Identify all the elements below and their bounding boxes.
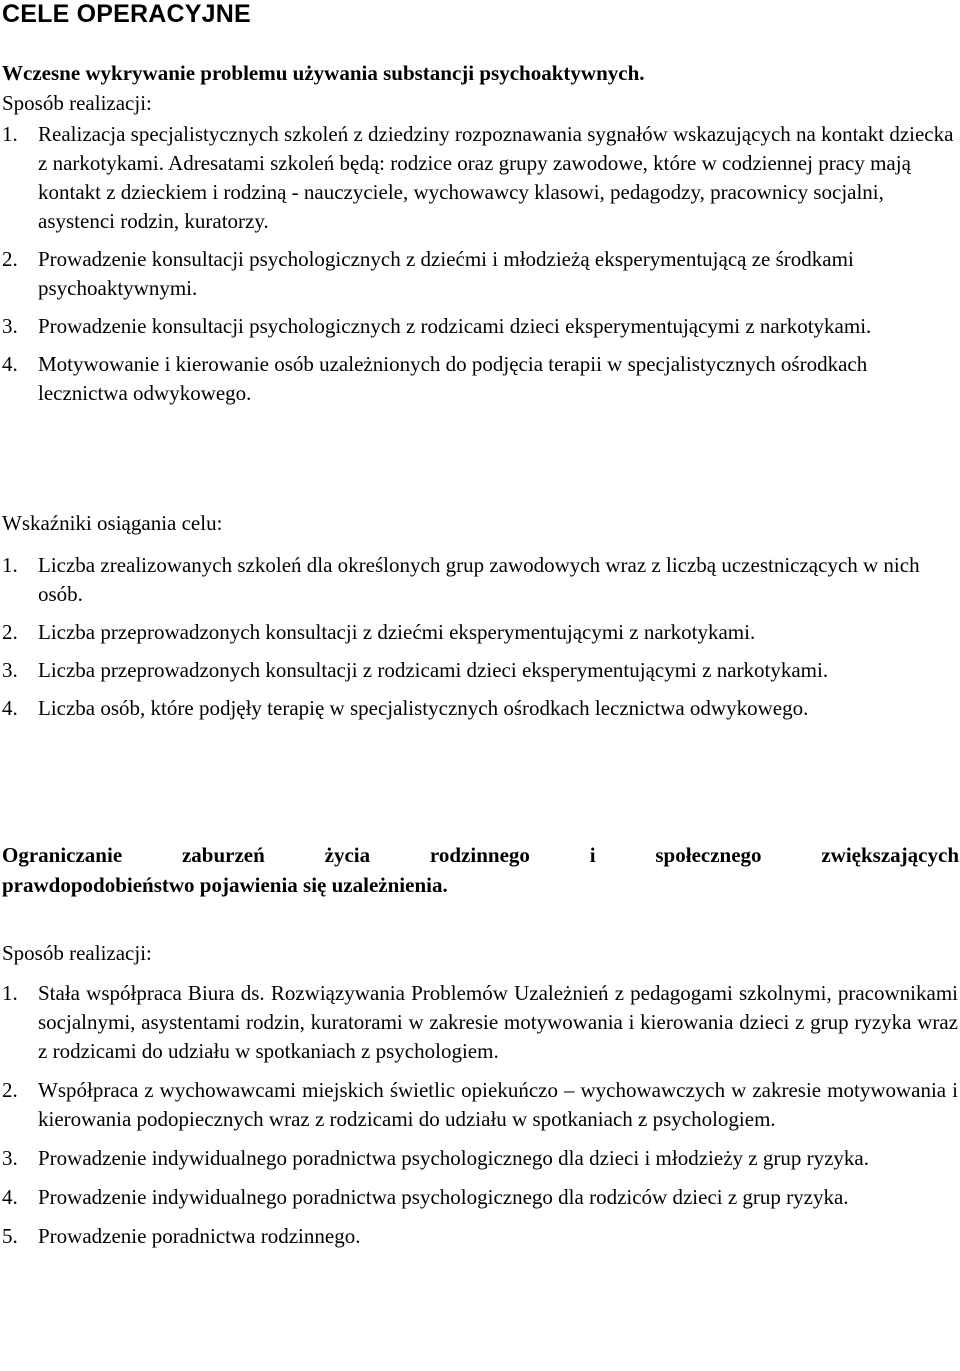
section1-method-list: [0, 120, 960, 408]
list-item-number: 3.: [2, 658, 18, 682]
list-item: [0, 1144, 960, 1173]
list-item-number: 4.: [2, 352, 18, 376]
list-item-number: 1.: [2, 122, 18, 146]
list-item-text: Liczba zrealizowanych szkoleń dla określonych grup zawodowych wraz z liczbą uczestniczących w nich osób.: [38, 553, 920, 606]
list-item-text: Realizacja specjalistycznych szkoleń z dziedziny rozpoznawania sygnałów wskazujących na kontakt dziecka z narkotykami. Adresatami szkoleń będą: rodzice oraz grupy zawodowe, które w codziennej pracy mają kontakt z dzieckiem i rodziną - nauczyciele, wychowawcy klasowi, pedagodzy, pracownicy socjalni, asystenci rodzin, kuratorzy.: [38, 122, 954, 233]
section1-indicators-list: [0, 551, 960, 723]
list-item-number: 2.: [2, 247, 18, 271]
list-item-number: 3.: [2, 314, 18, 338]
section2-heading-line-1: Ograniczanie zaburzeń życia rodzinnego i społecznego zwiększających: [2, 843, 959, 867]
list-item: [0, 979, 960, 1066]
list-item-number: 2.: [2, 1078, 18, 1102]
list-item-text: Prowadzenie indywidualnego poradnictwa psychologicznego dla rodziców dzieci z grup ryzyka.: [38, 1185, 849, 1209]
list-item: [0, 1076, 960, 1134]
list-item-text: Stała współpraca Biura ds. Rozwiązywania Problemów Uzależnień z pedagogami szkolnymi, pracownikami socjalnymi, asystentami rodzin, kuratorami w zakresie motywowania i kierowania dzieci z grup ryzyka wraz z rodzicami do udziału w spotkaniach z psychologiem.: [38, 981, 958, 1063]
list-item: [0, 350, 960, 408]
list-item-text: Prowadzenie konsultacji psychologicznych z dziećmi i młodzieżą eksperymentującą ze środkami psychoaktywnymi.: [38, 247, 854, 300]
section2-heading-line-2: prawdopodobieństwo pojawienia się uzależnienia.: [2, 873, 448, 897]
section1-heading: Wczesne wykrywanie problemu używania substancji psychoaktywnych.: [2, 61, 645, 85]
list-item-text: Liczba osób, które podjęły terapię w specjalistycznych ośrodkach lecznictwa odwykowego.: [38, 696, 809, 720]
list-item-number: 1.: [2, 981, 18, 1005]
list-item: [0, 120, 960, 236]
list-item: [0, 694, 960, 723]
list-item-text: Liczba przeprowadzonych konsultacji z rodzicami dzieci eksperymentującymi z narkotykami.: [38, 658, 829, 682]
section1-method-label: Sposób realizacji:: [2, 91, 152, 115]
list-item: [0, 1183, 960, 1212]
list-item-text: Prowadzenie konsultacji psychologicznych z rodzicami dzieci eksperymentującymi z narkotykami.: [38, 314, 872, 338]
list-item-number: 1.: [2, 553, 18, 577]
section2-method-list: [0, 979, 960, 1251]
list-item-number: 4.: [2, 1185, 18, 1209]
list-item: [0, 245, 960, 303]
list-item-number: 3.: [2, 1146, 18, 1170]
list-item: [0, 551, 960, 609]
list-item-text: Liczba przeprowadzonych konsultacji z dziećmi eksperymentującymi z narkotykami.: [38, 620, 756, 644]
list-item-text: Prowadzenie poradnictwa rodzinnego.: [38, 1224, 361, 1248]
list-item: [0, 312, 960, 341]
section2-method-label: Sposób realizacji:: [2, 941, 152, 965]
list-item-number: 4.: [2, 696, 18, 720]
section2-heading: [2, 840, 959, 900]
list-item-number: 5.: [2, 1224, 18, 1248]
list-item-text: Prowadzenie indywidualnego poradnictwa psychologicznego dla dzieci i młodzieży z grup ryzyka.: [38, 1146, 869, 1170]
list-item-number: 2.: [2, 620, 18, 644]
document-title: CELE OPERACYJNE: [2, 0, 251, 28]
list-item: [0, 618, 960, 647]
list-item: [0, 656, 960, 685]
list-item: [0, 1222, 960, 1251]
list-item-text: Motywowanie i kierowanie osób uzależnionych do podjęcia terapii w specjalistycznych ośrodkach lecznictwa odwykowego.: [38, 352, 868, 405]
list-item-text: Współpraca z wychowawcami miejskich świetlic opiekuńczo – wychowawczych w zakresie motywowania i kierowania podopiecznych wraz z rodzicami do udziału w spotkaniach z psychologiem.: [38, 1078, 958, 1131]
section1-indicators-label: Wskaźniki osiągania celu:: [2, 511, 223, 535]
